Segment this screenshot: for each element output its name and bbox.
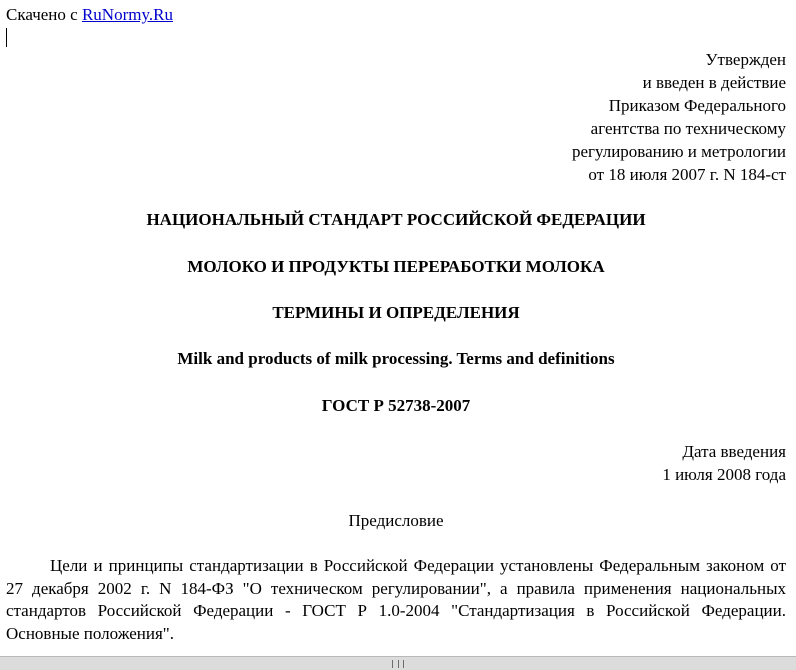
approval-line-2: и введен в действие (642, 73, 786, 92)
approval-line-3: Приказом Федерального (608, 96, 786, 115)
bottom-scrollbar[interactable] (0, 656, 796, 670)
source-line (6, 4, 173, 25)
approval-line-5: регулированию и метрологии (571, 142, 786, 161)
subject-title: МОЛОКО И ПРОДУКТЫ ПЕРЕРАБОТКИ МОЛОКА (187, 257, 605, 276)
approval-line-6: от 18 июля 2007 г. N 184-ст (588, 165, 786, 184)
approval-line-1: Утвержден (705, 50, 786, 69)
preface-paragraph (6, 555, 786, 645)
standard-title: НАЦИОНАЛЬНЫЙ СТАНДАРТ РОССИЙСКОЙ ФЕДЕРАЦИИ (146, 210, 646, 229)
source-link[interactable]: RuNormy.Ru (81, 5, 173, 24)
preface-heading: Предисловие (348, 511, 444, 530)
english-title: Milk and products of milk processing. Terms and definitions (177, 349, 615, 368)
gost-number: ГОСТ Р 52738-2007 (321, 396, 471, 415)
effective-date-value: 1 июля 2008 года (662, 465, 786, 484)
grip-handle-icon[interactable] (392, 658, 404, 669)
terms-title: ТЕРМИНЫ И ОПРЕДЕЛЕНИЯ (272, 303, 520, 322)
preface-text: Цели и принципы стандартизации в Российской Федерации установлены Федеральным законом от 27 декабря 2002 г. N 184-ФЗ "О техническом регулировании", а правила применения национальных стандартов Российской Федерации - ГОСТ Р 1.0-2004 "Стандартизация в Российской Федерации. Основные положения". (6, 556, 786, 643)
downloaded-prefix: Скачено с (6, 5, 82, 24)
effective-date-label: Дата введения (682, 442, 786, 461)
approval-line-4: агентства по техническому (590, 119, 786, 138)
text-cursor (6, 28, 7, 47)
